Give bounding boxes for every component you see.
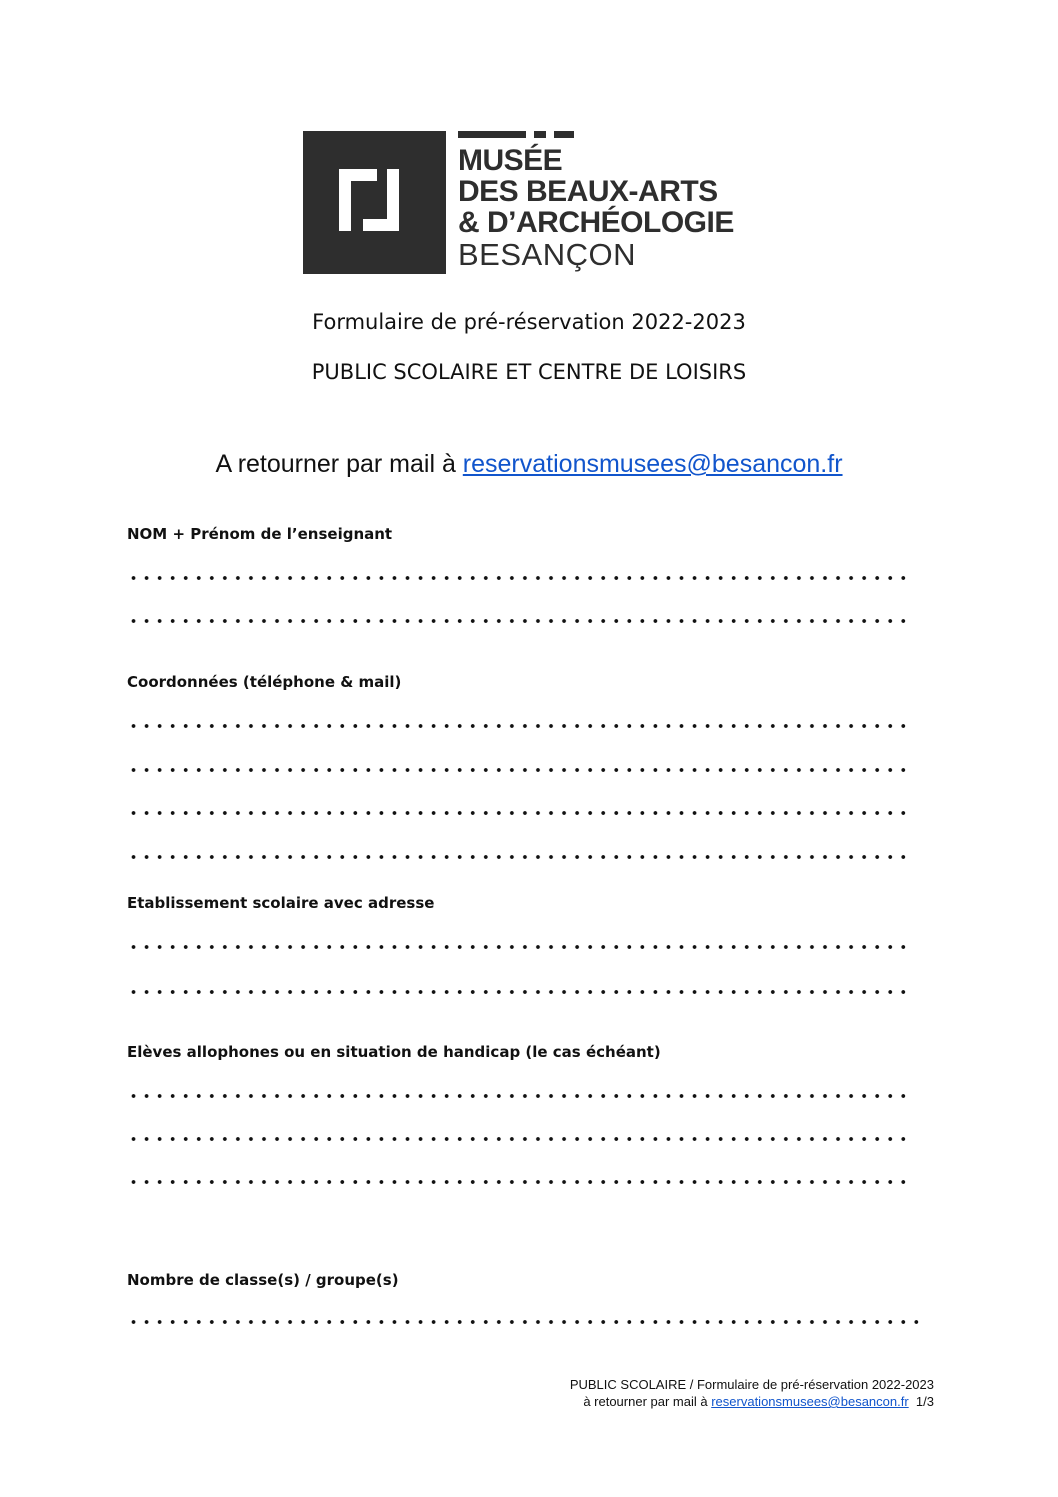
teacher-name-line-1[interactable] <box>127 576 910 580</box>
special-needs-line-2[interactable] <box>127 1137 910 1141</box>
return-email-link[interactable]: reservationsmusees@besancon.fr <box>462 450 843 478</box>
logo-line-3: & D’ARCHÉOLOGIE <box>458 206 734 239</box>
form-subtitle: PUBLIC SCOLAIRE ET CENTRE DE LOISIRS <box>311 360 747 384</box>
class-count-line-1[interactable] <box>127 1320 920 1324</box>
special-needs-line-1[interactable] <box>127 1094 910 1098</box>
contact-line-4[interactable] <box>127 855 910 859</box>
page-footer <box>570 1376 934 1410</box>
contact-line-2[interactable] <box>127 768 910 772</box>
logo-line-1: MUSÉE <box>458 144 563 177</box>
page-number: 1/3 <box>915 1394 934 1409</box>
logo-city: BESANÇON <box>458 237 636 272</box>
museum-logo <box>303 131 773 276</box>
return-notice <box>0 450 1058 479</box>
label-class-count: Nombre de classe(s) / groupe(s) <box>127 1271 399 1289</box>
label-contact: Coordonnées (téléphone & mail) <box>127 673 402 691</box>
special-needs-line-3[interactable] <box>127 1180 910 1184</box>
school-line-1[interactable] <box>127 945 910 949</box>
logo-frame-icon <box>303 131 446 274</box>
label-school: Etablissement scolaire avec adresse <box>127 894 435 912</box>
label-special-needs: Elèves allophones ou en situation de handicap (le cas échéant) <box>127 1043 661 1061</box>
form-title: Formulaire de pré-réservation 2022-2023 <box>312 310 746 334</box>
contact-line-1[interactable] <box>127 724 910 728</box>
footer-email-link[interactable]: reservationsmusees@besancon.fr <box>711 1394 909 1409</box>
footer-line-1: PUBLIC SCOLAIRE / Formulaire de pré-réservation 2022-2023 <box>569 1377 934 1392</box>
logo-wordmark <box>458 145 734 271</box>
contact-line-3[interactable] <box>127 811 910 815</box>
return-notice-text: A retourner par mail à <box>215 450 463 478</box>
footer-line-2 <box>570 1393 934 1410</box>
label-teacher-name: NOM + Prénom de l’enseignant <box>127 525 393 543</box>
school-line-2[interactable] <box>127 990 910 994</box>
teacher-name-line-2[interactable] <box>127 619 910 623</box>
logo-mark <box>303 131 446 274</box>
footer-return-text: à retourner par mail à <box>583 1394 712 1409</box>
logo-line-2: DES BEAUX-ARTS <box>458 175 718 208</box>
logo-bars <box>458 131 573 138</box>
